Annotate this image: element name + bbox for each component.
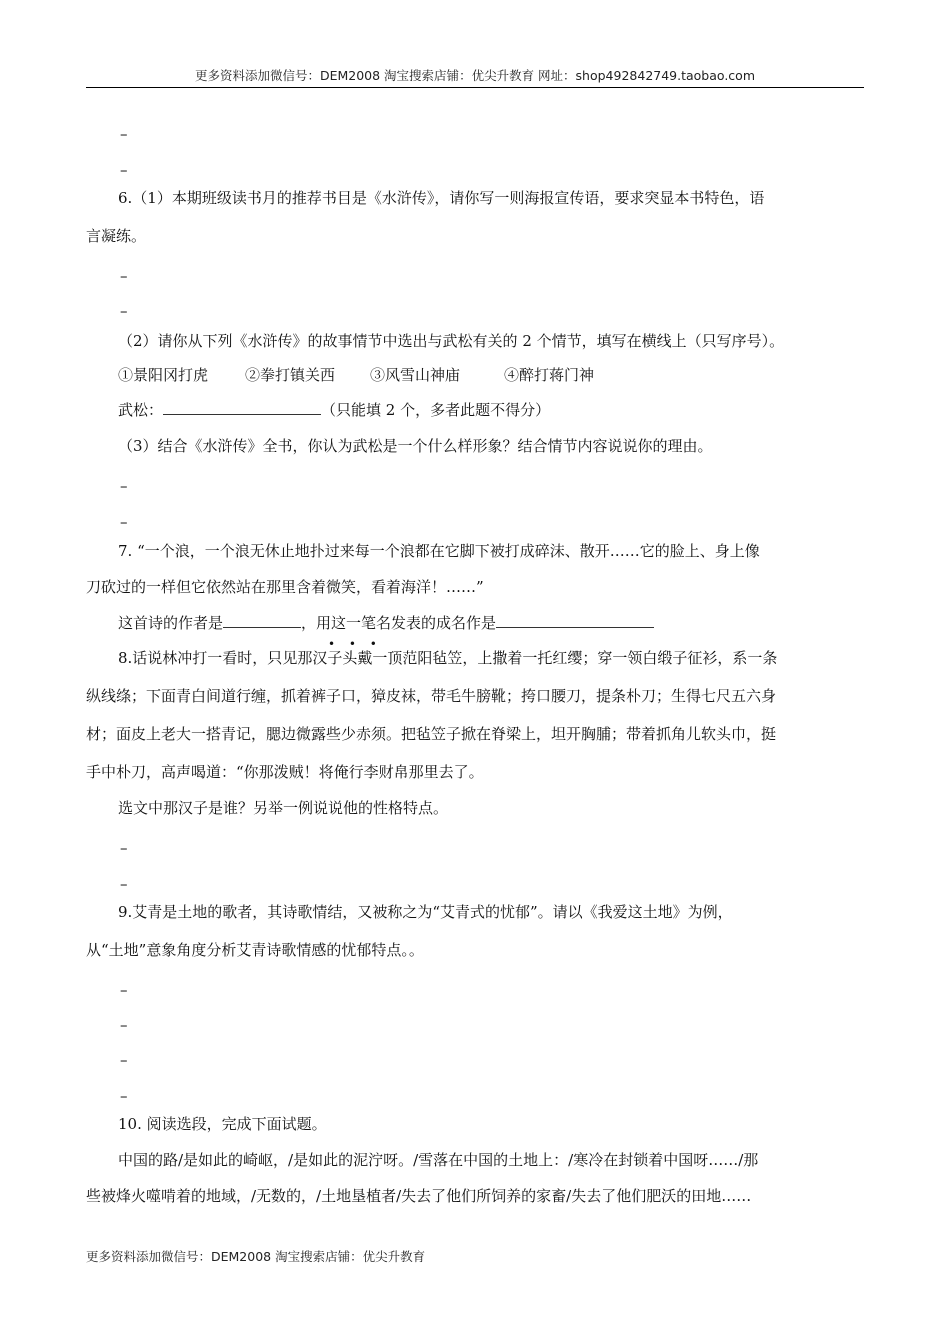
answer-line: –	[120, 1087, 128, 1105]
q7-question	[118, 613, 654, 633]
q10-line1: 10. 阅读选段，完成下面试题。	[118, 1115, 327, 1133]
q8-line1: 8.话说林冲打一看时，只见那汉子头戴一顶范阳毡笠，上撒着一托红缨；穿一领白缎子征衫，系一条	[118, 649, 778, 667]
work-blank[interactable]	[496, 613, 654, 628]
answer-line: –	[120, 302, 128, 320]
answer-line: –	[120, 875, 128, 893]
q8-line3: 材；面皮上老大一搭青记，腮边微露些少赤须。把毡笠子掀在脊梁上，坦开胸脯；带着抓角儿软头巾，挺	[86, 725, 777, 743]
q6-option: ②拳打镇关西	[245, 366, 336, 384]
q9-line2: 从“土地”意象角度分析艾青诗歌情感的忧郁特点。。	[86, 941, 424, 959]
q6-option: ④醉打蒋门神	[504, 366, 595, 384]
q8-line4: 手中朴刀，高声喝道：“你那泼贼！将俺行李财帛那里去了。	[86, 763, 484, 781]
page-footer: 更多资料添加微信号：DEM2008 淘宝搜索店铺：优尖升教育	[86, 1249, 426, 1264]
q6-part3: （3）结合《水浒传》全书，你认为武松是一个什么样形象？结合情节内容说说你的理由。	[118, 437, 713, 455]
q8-question: 选文中那汉子是谁？另举一例说说他的性格特点。	[118, 799, 449, 817]
answer-line: –	[120, 267, 128, 285]
q6-part1-line2: 言凝练。	[86, 227, 147, 245]
answer-line: –	[120, 161, 128, 179]
q7-question-part2: ，用这一笔名发表的成名作是	[301, 614, 497, 632]
q10-line3: 些被烽火噬啃着的地域，/无数的，/土地垦植者/失去了他们所饲养的家畜/失去了他们肥沃的田地……	[86, 1187, 752, 1205]
author-blank[interactable]	[223, 613, 301, 628]
q9-line1: 9.艾青是土地的歌者，其诗歌情结，又被称之为“艾青式的忧郁”。请以《我爱这土地》为例，	[118, 903, 733, 921]
answer-line: –	[120, 513, 128, 531]
answer-line: –	[120, 125, 128, 143]
header-divider	[86, 87, 864, 88]
answer-line: –	[120, 981, 128, 999]
answer-line: –	[120, 477, 128, 495]
q6-part2: （2）请你从下列《水浒传》的故事情节中选出与武松有关的 2 个情节，填写在横线上（只写序号）。	[118, 332, 785, 350]
answer-line: –	[120, 839, 128, 857]
answer-note: （只能填 2 个，多者此题不得分）	[321, 401, 551, 419]
q6-part1-line1: 6.（1）本期班级读书月的推荐书目是《水浒传》，请你写一则海报宣传语，要求突显本书特色，语	[118, 189, 765, 207]
q6-option: ③风雪山神庙	[370, 366, 461, 384]
q7-line1: 7. “一个浪，一个浪无休止地扑过来每一个浪都在它脚下被打成碎沫、散开……它的脸上、身上像	[118, 542, 760, 560]
q6-answer-row	[118, 400, 550, 420]
answer-blank[interactable]	[163, 400, 321, 415]
answer-label: 武松：	[118, 401, 164, 419]
page-header: 更多资料添加微信号：DEM2008 淘宝搜索店铺：优尖升教育 网址：shop492842749.taobao.com	[194, 68, 756, 83]
q8-line2: 纵线绦；下面青白间道行缠，抓着裤子口，獐皮袜，带毛牛膀靴；挎口腰刀，提条朴刀；生得七尺五六身	[86, 687, 777, 705]
answer-line: –	[120, 1016, 128, 1034]
q6-option: ①景阳冈打虎	[118, 366, 209, 384]
answer-line: –	[120, 1051, 128, 1069]
q10-line2: 中国的路/是如此的崎岖，/是如此的泥泞呀。/雪落在中国的土地上：/寒冷在封锁着中国呀……/那	[118, 1151, 759, 1169]
emphasis-dots: • • •	[328, 637, 382, 651]
q7-line2: 刀砍过的一样但它依然站在那里含着微笑，看着海洋！……”	[86, 578, 484, 596]
q7-question-part1: 这首诗的作者是	[118, 614, 224, 632]
